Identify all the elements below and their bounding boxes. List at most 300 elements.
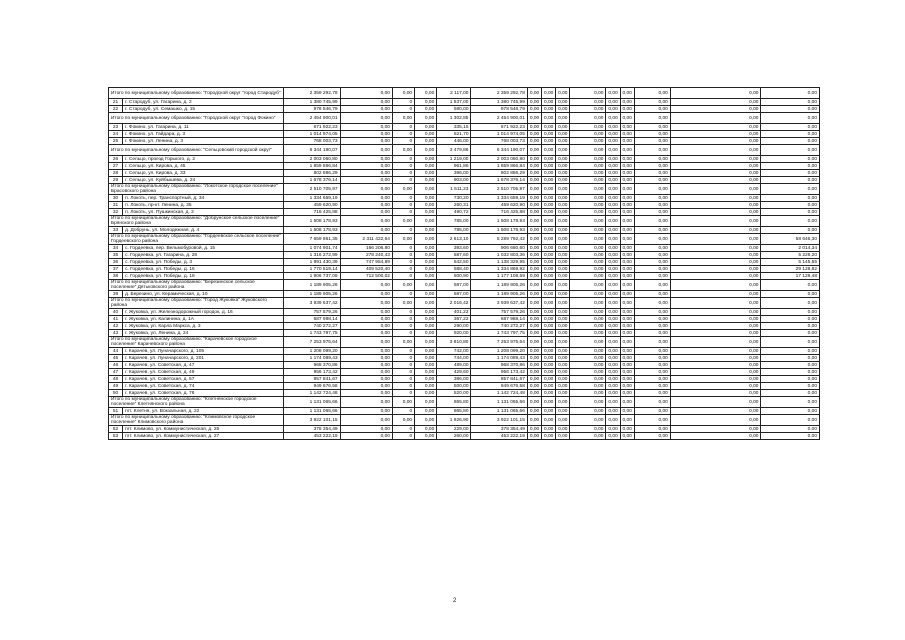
table-cell: 0,00 — [761, 209, 820, 216]
table-cell: 0,00 — [606, 408, 620, 415]
address-cell: пгт. Климово, ул. Коммунистическая, д. 27 — [123, 433, 284, 440]
table-cell: 0,00 — [761, 106, 820, 113]
table-cell: 0,00 — [541, 383, 555, 390]
table-cell: 500,00 — [437, 383, 471, 390]
table-cell: 0,00 — [620, 184, 634, 195]
table-cell: 0,00 — [670, 177, 761, 184]
table-cell: 0,00 — [761, 337, 820, 348]
table-cell: 0,00 — [634, 369, 670, 376]
table-cell: 0,00 — [527, 113, 541, 124]
address-cell: с. Гордеевка, ул. Победы, д. 18 — [123, 273, 284, 280]
table-row — [109, 163, 820, 170]
table-cell: 0,00 — [634, 184, 670, 195]
table-cell: 0,00 — [570, 113, 606, 124]
table-cell: 1 138 329,95 — [471, 259, 527, 266]
row-number: 22 — [109, 106, 123, 113]
table-cell: 0,00 — [620, 408, 634, 415]
table-cell: 2 003 060,80 — [471, 156, 527, 163]
table-cell: 0,00 — [761, 390, 820, 397]
table-cell: 1 743 797,75 — [471, 330, 527, 337]
table-cell: 0,00 — [620, 227, 634, 234]
table-cell: 0 — [392, 156, 414, 163]
table-cell: 0,00 — [620, 156, 634, 163]
table-cell: 0,00 — [570, 227, 606, 234]
table-cell: 521,70 — [437, 131, 471, 138]
table-cell: 0,00 — [541, 216, 555, 227]
table-cell: 0,00 — [570, 259, 606, 266]
table-cell: 0,00 — [761, 184, 820, 195]
table-cell: 740 272,27 — [471, 323, 527, 330]
table-cell: 0,00 — [634, 323, 670, 330]
table-cell: 3 939 637,42 — [471, 298, 527, 309]
table-row — [109, 266, 820, 273]
table-cell: 0,00 — [556, 209, 570, 216]
table-cell: 0 — [392, 266, 414, 273]
table-cell: 0,00 — [634, 330, 670, 337]
table-cell: 0,00 — [606, 309, 620, 316]
table-cell: 459 620,90 — [471, 202, 527, 209]
table-cell: 0,00 — [570, 273, 606, 280]
table-cell: 0,00 — [570, 415, 606, 426]
table-cell: 1 316 272,99 — [284, 252, 340, 259]
table-cell: 0,00 — [570, 209, 606, 216]
table-cell: 0 — [392, 273, 414, 280]
table-cell: 0,00 — [670, 245, 761, 252]
address-cell: г. Стародуб, ул. Гагарина, д. 2 — [123, 99, 284, 106]
table-cell: 0,00 — [415, 369, 437, 376]
table-cell: 785,00 — [437, 227, 471, 234]
table-cell: 3 810,80 — [437, 337, 471, 348]
address-cell: г. Сельцо, ул. Кирова, д. 45 — [123, 163, 284, 170]
table-cell: 0,00 — [527, 252, 541, 259]
table-cell: 0,00 — [634, 227, 670, 234]
table-cell: 0,00 — [527, 291, 541, 298]
table-cell: 0,00 — [620, 383, 634, 390]
table-cell: 0,00 — [541, 156, 555, 163]
table-cell: 0,00 — [634, 316, 670, 323]
table-cell: 1 189 905,26 — [284, 291, 340, 298]
row-number: 33 — [109, 227, 123, 234]
subtotal-label: Итого по муниципальному образованию: "Добрунское сельское поселение" Брянского района — [109, 216, 284, 227]
table-cell: 0,00 — [527, 273, 541, 280]
table-cell: 0,00 — [620, 99, 634, 106]
table-cell: 1 189 905,26 — [471, 291, 527, 298]
address-cell: г. Сельцо, проезд Горького, д. 2 — [123, 156, 284, 163]
table-cell: 0,00 — [541, 280, 555, 291]
table-cell: 0,00 — [340, 280, 392, 291]
table-cell: 0,00 — [340, 323, 392, 330]
table-cell: 0,00 — [634, 163, 670, 170]
subtotal-label: Итого по муниципальному образованию: "Гордеевское сельское поселение" Гордеевского района — [109, 234, 284, 245]
table-cell: 429,60 — [437, 369, 471, 376]
table-cell: 0,00 — [392, 397, 414, 408]
table-cell: 453 222,19 — [471, 433, 527, 440]
table-cell: 0,00 — [527, 266, 541, 273]
table-cell: 0,00 — [340, 376, 392, 383]
table-cell: 2 117,00 — [437, 88, 471, 99]
table-cell: 0,00 — [392, 298, 414, 309]
table-cell: 0,00 — [527, 355, 541, 362]
table-row — [109, 106, 820, 113]
table-cell: 0,00 — [541, 298, 555, 309]
subtotal-label: Итого по муниципальному образованию: "Карачевское городское поселение" Карачевского района — [109, 337, 284, 348]
table-cell: 1 334 869,92 — [471, 266, 527, 273]
table-cell: 0,00 — [606, 259, 620, 266]
address-cell: с. Гордеевка, ул. Гагарина, д. 28 — [123, 252, 284, 259]
table-cell: 0,00 — [634, 259, 670, 266]
table-cell: 0,00 — [415, 337, 437, 348]
table-cell: 1 891 430,39 — [284, 259, 340, 266]
table-cell: 0,00 — [541, 369, 555, 376]
table-cell: 0,00 — [606, 156, 620, 163]
row-number: 47 — [109, 369, 123, 376]
table-row — [109, 138, 820, 145]
table-cell: 0,00 — [606, 362, 620, 369]
table-cell: 0,00 — [556, 291, 570, 298]
table-cell: 1 174 089,43 — [284, 355, 340, 362]
table-cell: 0,00 — [340, 369, 392, 376]
table-cell: 0,00 — [556, 415, 570, 426]
table-cell: 0,00 — [570, 131, 606, 138]
table-row — [109, 362, 820, 369]
table-cell: 0,00 — [556, 390, 570, 397]
table-cell: 0,00 — [527, 124, 541, 131]
table-cell: 906 680,60 — [471, 245, 527, 252]
address-cell: г. Карачев, ул. Советская, д. 74 — [123, 383, 284, 390]
table-cell: 0,00 — [570, 184, 606, 195]
table-cell: 0,00 — [670, 113, 761, 124]
table-cell: 0,00 — [541, 170, 555, 177]
table-cell: 0,00 — [415, 177, 437, 184]
table-row — [109, 291, 820, 298]
table-cell: 0,00 — [415, 184, 437, 195]
table-cell: 1 334 659,19 — [471, 195, 527, 202]
table-cell: 0 — [392, 202, 414, 209]
table-cell: 0,00 — [556, 216, 570, 227]
table-cell: 0,00 — [634, 138, 670, 145]
table-cell: 0,00 — [570, 355, 606, 362]
table-cell: 687 988,14 — [471, 316, 527, 323]
table-cell: 3 939 637,42 — [284, 298, 340, 309]
table-cell: 587,60 — [437, 252, 471, 259]
table-cell: 0,00 — [556, 234, 570, 245]
table-cell: 0,00 — [415, 266, 437, 273]
table-cell: 0,00 — [527, 433, 541, 440]
table-cell: 0,00 — [340, 202, 392, 209]
table-cell: 0,00 — [634, 298, 670, 309]
table-cell: 0,00 — [570, 163, 606, 170]
table-cell: 0,00 — [670, 259, 761, 266]
table-cell: 0,00 — [556, 316, 570, 323]
table-cell: 0,00 — [556, 426, 570, 433]
table-cell: 1 770 519,14 — [284, 266, 340, 273]
table-cell: 0,00 — [415, 163, 437, 170]
row-number: 48 — [109, 376, 123, 383]
table-cell: 0,00 — [570, 433, 606, 440]
table-cell: 0,00 — [670, 202, 761, 209]
subtotal-row — [109, 234, 820, 245]
table-row — [109, 156, 820, 163]
subtotal-row — [109, 216, 820, 227]
row-number: 36 — [109, 259, 123, 266]
row-number: 30 — [109, 195, 123, 202]
table-cell: 1 189 905,26 — [471, 280, 527, 291]
table-cell: 1 926,90 — [437, 415, 471, 426]
table-cell: 0,00 — [670, 330, 761, 337]
address-cell: г. Стародуб, ул. Семашко, д. 15 — [123, 106, 284, 113]
table-cell: 0,00 — [570, 124, 606, 131]
table-cell: 0,00 — [761, 138, 820, 145]
subtotal-label: Итого по муниципальному образованию: "Клетнянское городское поселение" Клетнянского района — [109, 397, 284, 408]
table-cell: 0,00 — [556, 145, 570, 156]
table-cell: 0,00 — [620, 209, 634, 216]
table-cell: 0,00 — [541, 355, 555, 362]
table-cell: 0,00 — [340, 124, 392, 131]
table-cell: 17 128,48 — [761, 273, 820, 280]
row-number: 50 — [109, 390, 123, 397]
table-cell: 0,00 — [761, 145, 820, 156]
table-cell: 0,00 — [527, 163, 541, 170]
table-row — [109, 252, 820, 259]
table-cell: 0,00 — [620, 280, 634, 291]
table-cell: 0,00 — [761, 298, 820, 309]
table-cell: 0,00 — [570, 316, 606, 323]
table-cell: 0,00 — [606, 227, 620, 234]
table-cell: 0,00 — [415, 298, 437, 309]
table-cell: 1 208 099,20 — [284, 348, 340, 355]
table-cell: 0,00 — [670, 156, 761, 163]
table-cell: 0,00 — [392, 113, 414, 124]
table-cell: 0,00 — [556, 259, 570, 266]
table-cell: 0,00 — [556, 202, 570, 209]
table-cell: 0,00 — [620, 362, 634, 369]
table-cell: 0 — [392, 195, 414, 202]
table-cell: 0,00 — [392, 216, 414, 227]
table-cell: 0,00 — [620, 309, 634, 316]
subtotal-row — [109, 280, 820, 291]
table-cell: 0,00 — [761, 291, 820, 298]
table-cell: 0,00 — [541, 209, 555, 216]
table-cell: 0,00 — [527, 209, 541, 216]
table-cell: 0,00 — [527, 397, 541, 408]
table-cell: 0,00 — [527, 362, 541, 369]
table-cell: 0,00 — [634, 252, 670, 259]
table-cell: 0 — [392, 369, 414, 376]
table-cell: 0,00 — [340, 195, 392, 202]
table-cell: 0,00 — [556, 273, 570, 280]
table-cell: 490,72 — [437, 209, 471, 216]
table-cell: 0,00 — [570, 330, 606, 337]
table-cell: 0,00 — [570, 202, 606, 209]
table-cell: 0,00 — [634, 337, 670, 348]
subtotal-row — [109, 298, 820, 309]
table-cell: 0,00 — [340, 113, 392, 124]
table-cell: 0,00 — [527, 323, 541, 330]
subtotal-label: Итого по муниципальному образованию: "Городской округ "город Стародуб" — [109, 88, 284, 99]
table-cell: 0,00 — [556, 266, 570, 273]
table-cell: 0,00 — [761, 124, 820, 131]
table-cell: 0,00 — [541, 376, 555, 383]
table-cell: 0,00 — [761, 330, 820, 337]
table-cell: 768 003,73 — [471, 138, 527, 145]
table-cell: 0,00 — [556, 195, 570, 202]
table-cell: 0,00 — [541, 348, 555, 355]
table-cell: 0,00 — [415, 348, 437, 355]
table-cell: 0,00 — [620, 163, 634, 170]
table-cell: 0,00 — [670, 309, 761, 316]
table-cell: 0,00 — [606, 316, 620, 323]
row-number: 23 — [109, 124, 123, 131]
table-cell: 0,00 — [634, 177, 670, 184]
table-cell: 0,00 — [527, 177, 541, 184]
table-row — [109, 369, 820, 376]
table-cell: 3 922 101,15 — [284, 415, 340, 426]
table-cell: 0,00 — [606, 88, 620, 99]
table-cell: 0,00 — [527, 131, 541, 138]
subtotal-row — [109, 113, 820, 124]
table-cell: 0,00 — [556, 106, 570, 113]
table-cell: 0,00 — [556, 138, 570, 145]
table-cell: 0,00 — [556, 163, 570, 170]
address-cell: пгт. Клетня, ул. Вокзальная, д. 22 — [123, 408, 284, 415]
table-row — [109, 433, 820, 440]
table-cell: 0,00 — [556, 124, 570, 131]
table-cell: 0,00 — [415, 330, 437, 337]
table-cell: 0,00 — [340, 397, 392, 408]
table-cell: 0,00 — [606, 99, 620, 106]
table-cell: 1 131 065,66 — [471, 397, 527, 408]
table-cell: 0,00 — [670, 273, 761, 280]
table-cell: 58 646,30 — [761, 234, 820, 245]
table-cell: 0,00 — [570, 266, 606, 273]
table-cell: 0,00 — [527, 99, 541, 106]
table-cell: 0,00 — [415, 259, 437, 266]
table-cell: 0,00 — [620, 369, 634, 376]
subtotal-row — [109, 184, 820, 195]
table-cell: 0,00 — [527, 330, 541, 337]
table-cell: 0,00 — [340, 408, 392, 415]
table-cell: 0,00 — [415, 273, 437, 280]
table-cell: 0,00 — [340, 131, 392, 138]
table-cell: 0,00 — [415, 323, 437, 330]
address-cell: г. Карачев, ул. Советская, д. 47 — [123, 362, 284, 369]
table-cell: 0,00 — [620, 245, 634, 252]
table-cell: 0,00 — [527, 309, 541, 316]
table-cell: 0,00 — [541, 273, 555, 280]
table-cell: 0,00 — [670, 348, 761, 355]
table-row — [109, 309, 820, 316]
table-cell: 0,00 — [527, 298, 541, 309]
table-cell: 0,00 — [634, 390, 670, 397]
table-cell: 500,90 — [437, 273, 471, 280]
table-cell: 0,00 — [620, 216, 634, 227]
table-cell: 2 454 900,01 — [471, 113, 527, 124]
table-cell: 0,00 — [761, 397, 820, 408]
row-number: 27 — [109, 163, 123, 170]
table-cell: 0,00 — [620, 298, 634, 309]
table-cell: 0,00 — [340, 316, 392, 323]
table-row — [109, 202, 820, 209]
table-cell: 0,00 — [527, 348, 541, 355]
table-row — [109, 355, 820, 362]
table-cell: 0,00 — [620, 390, 634, 397]
table-cell: 0,00 — [556, 397, 570, 408]
table-cell: 7 253 975,64 — [284, 337, 340, 348]
table-cell: 0 — [392, 259, 414, 266]
table-cell: 0,00 — [340, 184, 392, 195]
table-cell: 0,00 — [620, 355, 634, 362]
address-cell: пгт. Климово, ул. Коммунистическая, д. 25 — [123, 426, 284, 433]
table-cell: 0,00 — [340, 291, 392, 298]
table-cell: 0,00 — [556, 99, 570, 106]
table-cell: 0,00 — [340, 330, 392, 337]
table-cell: 0,00 — [606, 177, 620, 184]
row-number: 32 — [109, 209, 123, 216]
row-number: 37 — [109, 266, 123, 273]
table-cell: 0,00 — [761, 309, 820, 316]
table-cell: 0,00 — [606, 390, 620, 397]
table-cell: 0 — [392, 245, 414, 252]
table-cell: 0,00 — [392, 184, 414, 195]
table-row — [109, 170, 820, 177]
table-cell: 0 — [392, 177, 414, 184]
table-cell: 0,00 — [556, 369, 570, 376]
table-cell: 2 613,10 — [437, 234, 471, 245]
table-cell: 0,00 — [620, 273, 634, 280]
table-cell: 0,00 — [620, 131, 634, 138]
table-cell: 0 — [392, 209, 414, 216]
subtotal-label: Итого по муниципальному образованию: "Сельцовский городской округ" — [109, 145, 284, 156]
table-cell: 1 508 178,93 — [284, 227, 340, 234]
table-cell: 0,00 — [340, 227, 392, 234]
table-cell: 0,00 — [541, 124, 555, 131]
table-cell: 0,00 — [541, 309, 555, 316]
table-cell: 671 922,23 — [471, 124, 527, 131]
table-cell: 0,00 — [556, 177, 570, 184]
row-number: 31 — [109, 202, 123, 209]
table-row — [109, 124, 820, 131]
table-cell: 0,00 — [556, 131, 570, 138]
table-cell: 0,00 — [620, 397, 634, 408]
table-cell: 716 425,88 — [284, 209, 340, 216]
table-cell: 0,00 — [415, 156, 437, 163]
table-cell: 0,00 — [634, 408, 670, 415]
table-cell: 0,00 — [761, 131, 820, 138]
table-row — [109, 383, 820, 390]
table-cell: 0,00 — [620, 177, 634, 184]
table-cell: 0,00 — [620, 330, 634, 337]
table-cell: 0,00 — [620, 415, 634, 426]
table-cell: 0,00 — [761, 369, 820, 376]
table-cell: 0,00 — [670, 227, 761, 234]
table-cell: 0,00 — [670, 124, 761, 131]
table-cell: 671 922,23 — [284, 124, 340, 131]
table-cell: 0,00 — [527, 184, 541, 195]
address-cell: п. Локоть, пр-кт. Ленина, д. 35 — [123, 202, 284, 209]
table-cell: 446,00 — [437, 138, 471, 145]
table-cell: 920,00 — [437, 330, 471, 337]
row-number: 51 — [109, 408, 123, 415]
table-cell: 0,00 — [634, 170, 670, 177]
table-cell: 378 354,49 — [471, 426, 527, 433]
table-cell: 0,00 — [527, 234, 541, 245]
table-cell: 0,00 — [556, 227, 570, 234]
address-cell: п. Локоть, ул. Пушкинская, д. 2 — [123, 209, 284, 216]
address-cell: г. Карачев, ул. Советская, д. 49 — [123, 369, 284, 376]
table-cell: 0,00 — [541, 245, 555, 252]
table-cell: 0,00 — [670, 383, 761, 390]
table-cell: 0,00 — [634, 88, 670, 99]
